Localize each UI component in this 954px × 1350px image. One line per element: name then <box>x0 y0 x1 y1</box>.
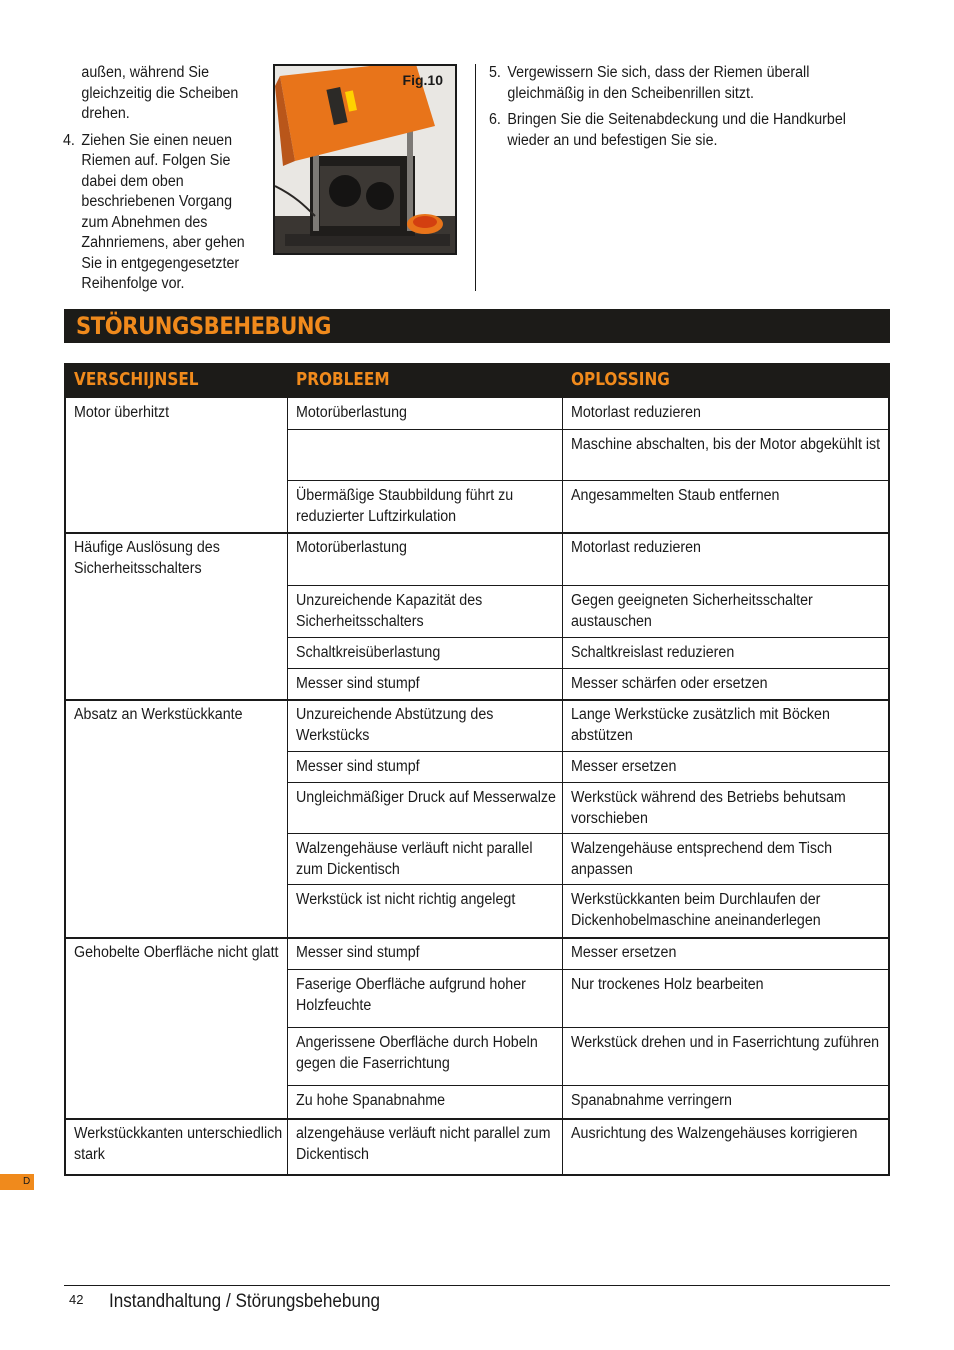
solution-cell <box>563 669 888 699</box>
list-text: Bringen Sie die Seitenabdeckung und die Handkurbel wieder an und befestigen Sie sie. <box>507 111 846 149</box>
list-number: 4. <box>63 131 75 149</box>
right-column <box>489 63 875 151</box>
problem-cell <box>288 938 563 969</box>
problem-text: Messer sind stumpf <box>296 675 420 692</box>
problem-text: Walzengehäuse verläuft nicht parallel zum Dickentisch <box>296 840 533 878</box>
problem-cell <box>288 669 563 699</box>
footer-title: Instandhaltung / Störungsbehebung <box>109 1291 380 1312</box>
solution-text: Motorlast reduzieren <box>571 404 701 421</box>
problem-text: Motorüberlastung <box>296 539 407 556</box>
solution-text: Lange Werkstücke zusätzlich mit Böcken abstützen <box>571 706 830 744</box>
table-row <box>288 969 888 1027</box>
list-number: 6. <box>489 111 501 128</box>
table-row <box>288 751 888 782</box>
table-row <box>288 533 888 585</box>
symptom-group <box>64 398 890 534</box>
table-row <box>288 480 888 532</box>
solution-text: Gegen geeigneten Sicherheitsschalter austauschen <box>571 592 813 630</box>
symptom-cell <box>66 398 288 532</box>
problem-cell <box>288 885 563 937</box>
header-solution: OPLOSSING <box>571 369 670 390</box>
solution-cell <box>563 1028 888 1085</box>
symptom-text: Häufige Auslösung des Sicherheitsschalters <box>74 539 220 577</box>
table-row <box>288 1119 888 1174</box>
problem-text: Faserige Oberfläche aufgrund hoher Holzfeuchte <box>296 976 526 1014</box>
symptom-text: Absatz an Werkstückkante <box>74 706 243 723</box>
solution-text: Angesammelten Staub entfernen <box>571 487 780 504</box>
list-number: 5. <box>489 64 501 81</box>
solution-cell <box>563 430 888 480</box>
symptom-group <box>64 938 890 1120</box>
solution-cell <box>563 970 888 1027</box>
solution-text: Messer ersetzen <box>571 758 677 775</box>
table-row <box>288 938 888 969</box>
solution-text: Ausrichtung des Walzengehäuses korrigieren <box>571 1125 858 1142</box>
table-row <box>288 700 888 751</box>
problem-cell <box>288 398 563 429</box>
problem-text: alzengehäuse verläuft nicht parallel zum Dickentisch <box>296 1125 551 1163</box>
problem-cell <box>288 481 563 532</box>
table-row <box>288 1085 888 1118</box>
problem-cell <box>288 533 563 585</box>
solution-cell <box>563 1086 888 1118</box>
problem-text: Messer sind stumpf <box>296 944 420 961</box>
solution-cell <box>563 938 888 969</box>
symptom-text: Werkstückkanten unterschiedlich stark <box>74 1125 283 1163</box>
list-text: Vergewissern Sie sich, dass der Riemen überall gleichmäßig in den Scheibenrillen sitzt. <box>507 64 810 102</box>
table-row <box>288 637 888 668</box>
table-row <box>288 668 888 699</box>
solution-text: Maschine abschalten, bis der Motor abgekühlt ist <box>571 436 881 453</box>
problem-cell <box>288 783 563 833</box>
table-row <box>288 429 888 480</box>
problem-text: Unzureichende Abstützung des Werkstücks <box>296 706 494 744</box>
solution-cell <box>563 885 888 937</box>
footer-rule <box>64 1285 890 1286</box>
problem-text: Werkstück ist nicht richtig angelegt <box>296 891 516 908</box>
problem-text: Übermäßige Staubbildung führt zu reduzierter Luftzirkulation <box>296 487 514 525</box>
problem-cell <box>288 700 563 751</box>
header-problem: PROBLEEM <box>296 369 390 390</box>
table-row <box>288 398 888 429</box>
solution-text: Messer ersetzen <box>571 944 677 961</box>
solution-text: Walzengehäuse entsprechend dem Tisch anpassen <box>571 840 833 878</box>
solution-cell <box>563 533 888 585</box>
list-item <box>63 131 261 295</box>
symptom-group <box>64 700 890 939</box>
symptom-cell <box>66 938 288 1118</box>
figure-photo <box>273 64 457 255</box>
list-text: Ziehen Sie einen neuen Riemen auf. Folgen Sie dabei dem oben beschriebenen Vorgang zum Abnehmen des Zahnriemens, aber gehen Sie in entgegengesetzter Reihenfolge vor. <box>81 131 245 292</box>
solution-text: Werkstückkanten beim Durchlaufen der Dickenhobelmaschine aneinanderlegen <box>571 891 821 929</box>
problem-text: Schaltkreisüberlastung <box>296 644 441 661</box>
solution-text: Messer schärfen oder ersetzen <box>571 675 768 692</box>
problem-text: Motorüberlastung <box>296 404 407 421</box>
symptom-group <box>64 1119 890 1176</box>
continuation-text: außen, während Sie gleichzeitig die Scheiben drehen. <box>81 64 239 122</box>
solution-text: Werkstück drehen und in Faserrichtung zuführen <box>571 1034 880 1051</box>
problem-cell <box>288 430 563 480</box>
symptom-cell <box>66 533 288 699</box>
table-header <box>64 363 890 398</box>
problem-cell <box>288 1119 563 1174</box>
solution-text: Werkstück während des Betriebs behutsam vorschieben <box>571 789 846 827</box>
problem-cell <box>288 586 563 637</box>
page-number: 42 <box>69 1292 84 1307</box>
problem-text: Unzureichende Kapazität des Sicherheitsschalters <box>296 592 483 630</box>
problem-text: Messer sind stumpf <box>296 758 420 775</box>
problem-cell <box>288 1028 563 1085</box>
table-row <box>288 782 888 833</box>
solution-cell <box>563 638 888 668</box>
symptom-text: Motor überhitzt <box>74 404 170 421</box>
problem-text: Zu hohe Spanabnahme <box>296 1092 446 1109</box>
left-column <box>63 63 261 295</box>
solution-cell <box>563 700 888 751</box>
solution-cell <box>563 1119 888 1174</box>
symptom-group <box>64 533 890 701</box>
problem-cell <box>288 834 563 884</box>
table-row <box>288 1027 888 1085</box>
table-row <box>288 833 888 884</box>
section-title: STÖRUNGSBEHEBUNG <box>76 312 332 340</box>
solution-cell <box>563 398 888 429</box>
list-item <box>489 63 875 104</box>
troubleshooting-table <box>64 363 890 1163</box>
symptom-text: Gehobelte Oberfläche nicht glatt <box>74 944 279 961</box>
table-row <box>288 585 888 637</box>
language-tab <box>0 1174 34 1190</box>
solution-cell <box>563 586 888 637</box>
symptom-cell <box>66 700 288 937</box>
solution-text: Spanabnahme verringern <box>571 1092 732 1109</box>
section-title-bar <box>64 309 890 343</box>
problem-cell <box>288 1086 563 1118</box>
solution-cell <box>563 834 888 884</box>
solution-text: Nur trockenes Holz bearbeiten <box>571 976 764 993</box>
problem-text: Angerissene Oberfläche durch Hobeln gegen die Faserrichtung <box>296 1034 538 1072</box>
solution-cell <box>563 752 888 782</box>
header-symptom: VERSCHIJNSEL <box>74 369 199 390</box>
problem-cell <box>288 638 563 668</box>
problem-text: Ungleichmäßiger Druck auf Messerwalze <box>296 789 556 806</box>
column-divider <box>475 64 476 291</box>
table-row <box>288 884 888 937</box>
problem-cell <box>288 970 563 1027</box>
figure-label: Fig.10 <box>402 72 443 88</box>
solution-cell <box>563 783 888 833</box>
solution-text: Motorlast reduzieren <box>571 539 701 556</box>
list-item <box>489 110 875 151</box>
language-code: D <box>23 1176 31 1187</box>
symptom-cell <box>66 1119 288 1174</box>
solution-text: Schaltkreislast reduzieren <box>571 644 735 661</box>
problem-cell <box>288 752 563 782</box>
planer-photo-icon <box>275 66 455 253</box>
solution-cell <box>563 481 888 532</box>
